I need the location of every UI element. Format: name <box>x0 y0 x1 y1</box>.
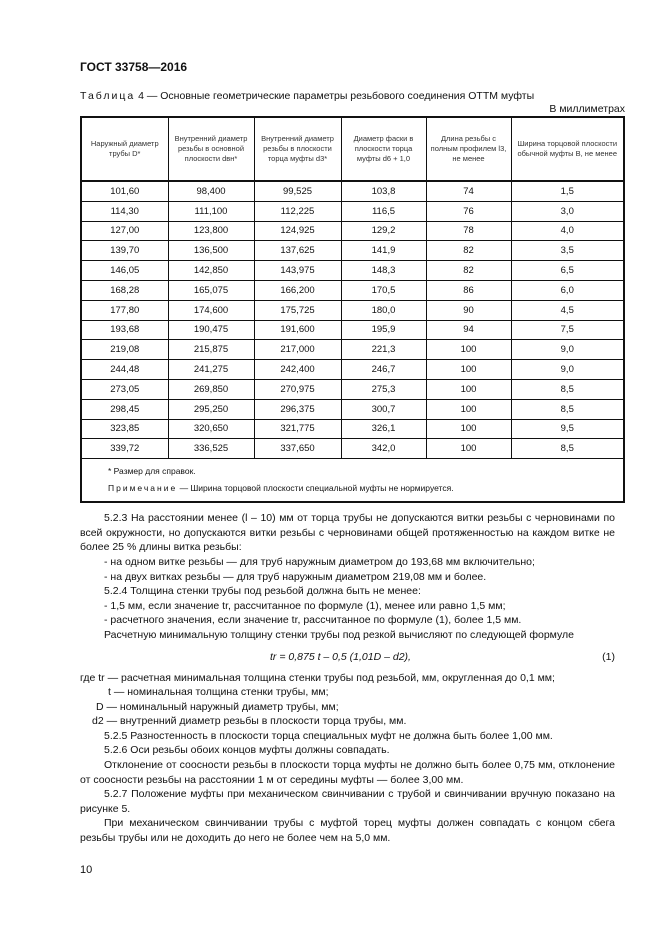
table-cell: 137,625 <box>254 241 341 261</box>
table-row <box>81 360 624 380</box>
table-row <box>81 261 624 281</box>
paragraph: 5.2.7 Положение муфты при механическом свинчивании с трубой и свинчивании вручную показано на рисунке 5. <box>80 788 615 815</box>
paragraph: - на одном витке резьбы — для труб наружным диаметром до 193,68 мм включительно; <box>104 555 535 568</box>
table-cell: 112,225 <box>254 201 341 221</box>
table-row <box>81 379 624 399</box>
caption-text: 4 — Основные геометрические параметры резьбового соединения ОТТМ муфты <box>138 90 535 102</box>
table-cell: 339,72 <box>81 439 168 459</box>
table-cell: 82 <box>426 261 511 281</box>
table-cell: 142,850 <box>168 261 254 281</box>
table-cell: 100 <box>426 439 511 459</box>
paragraph: При механическом свинчивании трубы с муфтой торец муфты должен совпадать с концом сбега резьбы трубы или не доходить до него не более чем на 5,0 мм. <box>80 817 615 845</box>
table-cell: 221,3 <box>341 340 426 360</box>
table-cell: 168,28 <box>81 280 168 300</box>
table-cell: 177,80 <box>81 300 168 320</box>
table-cell: 99,525 <box>254 181 341 201</box>
document-header: ГОСТ 33758—2016 <box>80 60 188 74</box>
table-cell: 269,850 <box>168 379 254 399</box>
table-cell: 90 <box>426 300 511 320</box>
note-label: Примечание <box>108 483 178 494</box>
table-cell: 8,5 <box>511 439 624 459</box>
table-cell: 100 <box>426 399 511 419</box>
table-row <box>81 320 624 340</box>
parameters-table <box>80 116 625 503</box>
page-content <box>80 0 625 897</box>
where-line: t — номинальная толщина стенки трубы, мм; <box>108 686 329 699</box>
formula-number: (1) <box>602 650 615 663</box>
column-header: Внутренний диаметр резьбы в плоскости торца муфты d3* <box>254 117 341 181</box>
column-header: Наружный диаметр трубы D* <box>81 117 168 181</box>
table-cell: 100 <box>426 379 511 399</box>
table-cell: 100 <box>426 360 511 380</box>
paragraph: Отклонение от соосности резьбы в плоскости торца муфты не должно быть более 0,75 мм, отклонение от соосности резьбы на расстоянии 1 м от середины муфты — более 3,00 мм. <box>80 759 615 786</box>
table-cell: 244,48 <box>81 360 168 380</box>
table-cell: 8,5 <box>511 399 624 419</box>
table-cell: 3,5 <box>511 241 624 261</box>
table-cell: 6,5 <box>511 261 624 281</box>
table-cell: 246,7 <box>341 360 426 380</box>
column-header: Длина резьбы с полным профилем l3, не менее <box>426 117 511 181</box>
paragraph: - на двух витках резьбы — для труб наружным диаметром 219,08 мм и более. <box>104 570 487 583</box>
table-cell: 166,200 <box>254 280 341 300</box>
table-row <box>81 280 624 300</box>
table-cell: 342,0 <box>341 439 426 459</box>
table-cell: 300,7 <box>341 399 426 419</box>
table-footnote-row <box>81 459 624 503</box>
table-cell: 321,775 <box>254 419 341 439</box>
table-cell: 336,525 <box>168 439 254 459</box>
table-cell: 124,925 <box>254 221 341 241</box>
table-cell: 9,5 <box>511 419 624 439</box>
table-row <box>81 181 624 201</box>
paragraph: 5.2.3 На расстоянии менее (l – 10) мм от торца трубы не допускаются витки резьбы с черновинами по всей окружности, но допускаются витки резьбы с черновинами общей протяженностью на каждом витке не более 25 % длины витка резьбы: <box>80 512 615 554</box>
table-cell: 190,475 <box>168 320 254 340</box>
table-cell: 100 <box>426 419 511 439</box>
table-cell: 195,9 <box>341 320 426 340</box>
table-cell: 191,600 <box>254 320 341 340</box>
table-row <box>81 419 624 439</box>
table-cell: 143,975 <box>254 261 341 281</box>
paragraph: 5.2.5 Разностенность в плоскости торца специальных муфт не должна быть более 1,00 мм. <box>104 729 553 742</box>
table-cell: 295,250 <box>168 399 254 419</box>
table-row <box>81 340 624 360</box>
body-text <box>80 511 615 845</box>
paragraph: - 1,5 мм, если значение tr, рассчитанное по формуле (1), менее или равно 1,5 мм; <box>104 599 506 612</box>
table-cell: 9,0 <box>511 340 624 360</box>
table-cell: 100 <box>426 340 511 360</box>
table-cell: 136,500 <box>168 241 254 261</box>
footnote: * Размер для справок. <box>108 466 196 477</box>
page-number: 10 <box>80 863 93 876</box>
table-cell: 86 <box>426 280 511 300</box>
table-cell: 174,600 <box>168 300 254 320</box>
table-cell: 7,5 <box>511 320 624 340</box>
table-cell: 3,0 <box>511 201 624 221</box>
table-cell: 98,400 <box>168 181 254 201</box>
paragraph: 5.2.6 Оси резьбы обоих концов муфты должны совпадать. <box>104 744 390 757</box>
table-cell: 116,5 <box>341 201 426 221</box>
table-cell: 241,275 <box>168 360 254 380</box>
table-cell: 6,0 <box>511 280 624 300</box>
table-cell: 146,05 <box>81 261 168 281</box>
table-cell: 148,3 <box>341 261 426 281</box>
table-cell: 170,5 <box>341 280 426 300</box>
table-cell: 141,9 <box>341 241 426 261</box>
table-cell: 74 <box>426 181 511 201</box>
table-cell: 4,5 <box>511 300 624 320</box>
where-line: d2 — внутренний диаметр резьбы в плоскости торца трубы, мм. <box>92 715 407 728</box>
table-cell: 103,8 <box>341 181 426 201</box>
table-cell: 175,725 <box>254 300 341 320</box>
table-cell: 298,45 <box>81 399 168 419</box>
table-cell: 8,5 <box>511 379 624 399</box>
table-cell: 180,0 <box>341 300 426 320</box>
table-cell: 323,85 <box>81 419 168 439</box>
table-row <box>81 201 624 221</box>
table-cell: 114,30 <box>81 201 168 221</box>
table-cell: 101,60 <box>81 181 168 201</box>
table-cell: 296,375 <box>254 399 341 419</box>
table-cell: 215,875 <box>168 340 254 360</box>
table-cell: 337,650 <box>254 439 341 459</box>
paragraph: Расчетную минимальную толщину стенки трубы под резкой вычисляют по следующей формуле <box>104 628 575 641</box>
table-cell: 127,00 <box>81 221 168 241</box>
note-text: — Ширина торцовой плоскости специальной муфты не нормируется. <box>179 483 454 494</box>
table-cell: 78 <box>426 221 511 241</box>
table-cell: 4,0 <box>511 221 624 241</box>
where-line: D — номинальный наружный диаметр трубы, мм; <box>96 700 339 713</box>
caption-label: Таблица <box>80 90 136 102</box>
table-cell: 76 <box>426 201 511 221</box>
column-header: Ширина торцовой плоскости обычной муфты B, не менее <box>511 117 624 181</box>
note <box>108 480 623 497</box>
table-row <box>81 300 624 320</box>
table-cell: 165,075 <box>168 280 254 300</box>
table-cell: 273,05 <box>81 379 168 399</box>
column-header: Внутренний диаметр резьбы в основной плоскости dвн* <box>168 117 254 181</box>
formula-text: tr = 0,875 t – 0,5 (1,01D – d2), <box>270 650 411 663</box>
table-cell: 193,68 <box>81 320 168 340</box>
table-cell: 82 <box>426 241 511 261</box>
table-cell: 129,2 <box>341 221 426 241</box>
table-cell: 270,975 <box>254 379 341 399</box>
table-cell: 217,000 <box>254 340 341 360</box>
table-cell: 9,0 <box>511 360 624 380</box>
table-notes <box>81 459 624 503</box>
table-cell: 1,5 <box>511 181 624 201</box>
formula <box>80 643 615 671</box>
paragraph: 5.2.4 Толщина стенки трубы под резьбой должна быть не менее: <box>104 585 421 598</box>
table-header-row <box>81 117 624 181</box>
table-row <box>81 241 624 261</box>
column-header: Диаметр фаски в плоскости торца муфты d6 + 1,0 <box>341 117 426 181</box>
table-cell: 139,70 <box>81 241 168 261</box>
table-cell: 275,3 <box>341 379 426 399</box>
table-cell: 326,1 <box>341 419 426 439</box>
table-cell: 123,800 <box>168 221 254 241</box>
paragraph: - расчетного значения, если значение tr, рассчитанное по формуле (1), более 1,5 мм. <box>104 614 522 627</box>
table-row <box>81 399 624 419</box>
table-caption <box>80 90 625 103</box>
where-line: где tr — расчетная минимальная толщина стенки трубы под резьбой, мм, округленная до 0,1 мм; <box>80 671 555 684</box>
table-cell: 111,100 <box>168 201 254 221</box>
table-cell: 219,08 <box>81 340 168 360</box>
units-label: В миллиметрах <box>549 103 625 115</box>
table-cell: 320,650 <box>168 419 254 439</box>
table-cell: 94 <box>426 320 511 340</box>
table-cell: 242,400 <box>254 360 341 380</box>
table-row <box>81 439 624 459</box>
table-row <box>81 221 624 241</box>
